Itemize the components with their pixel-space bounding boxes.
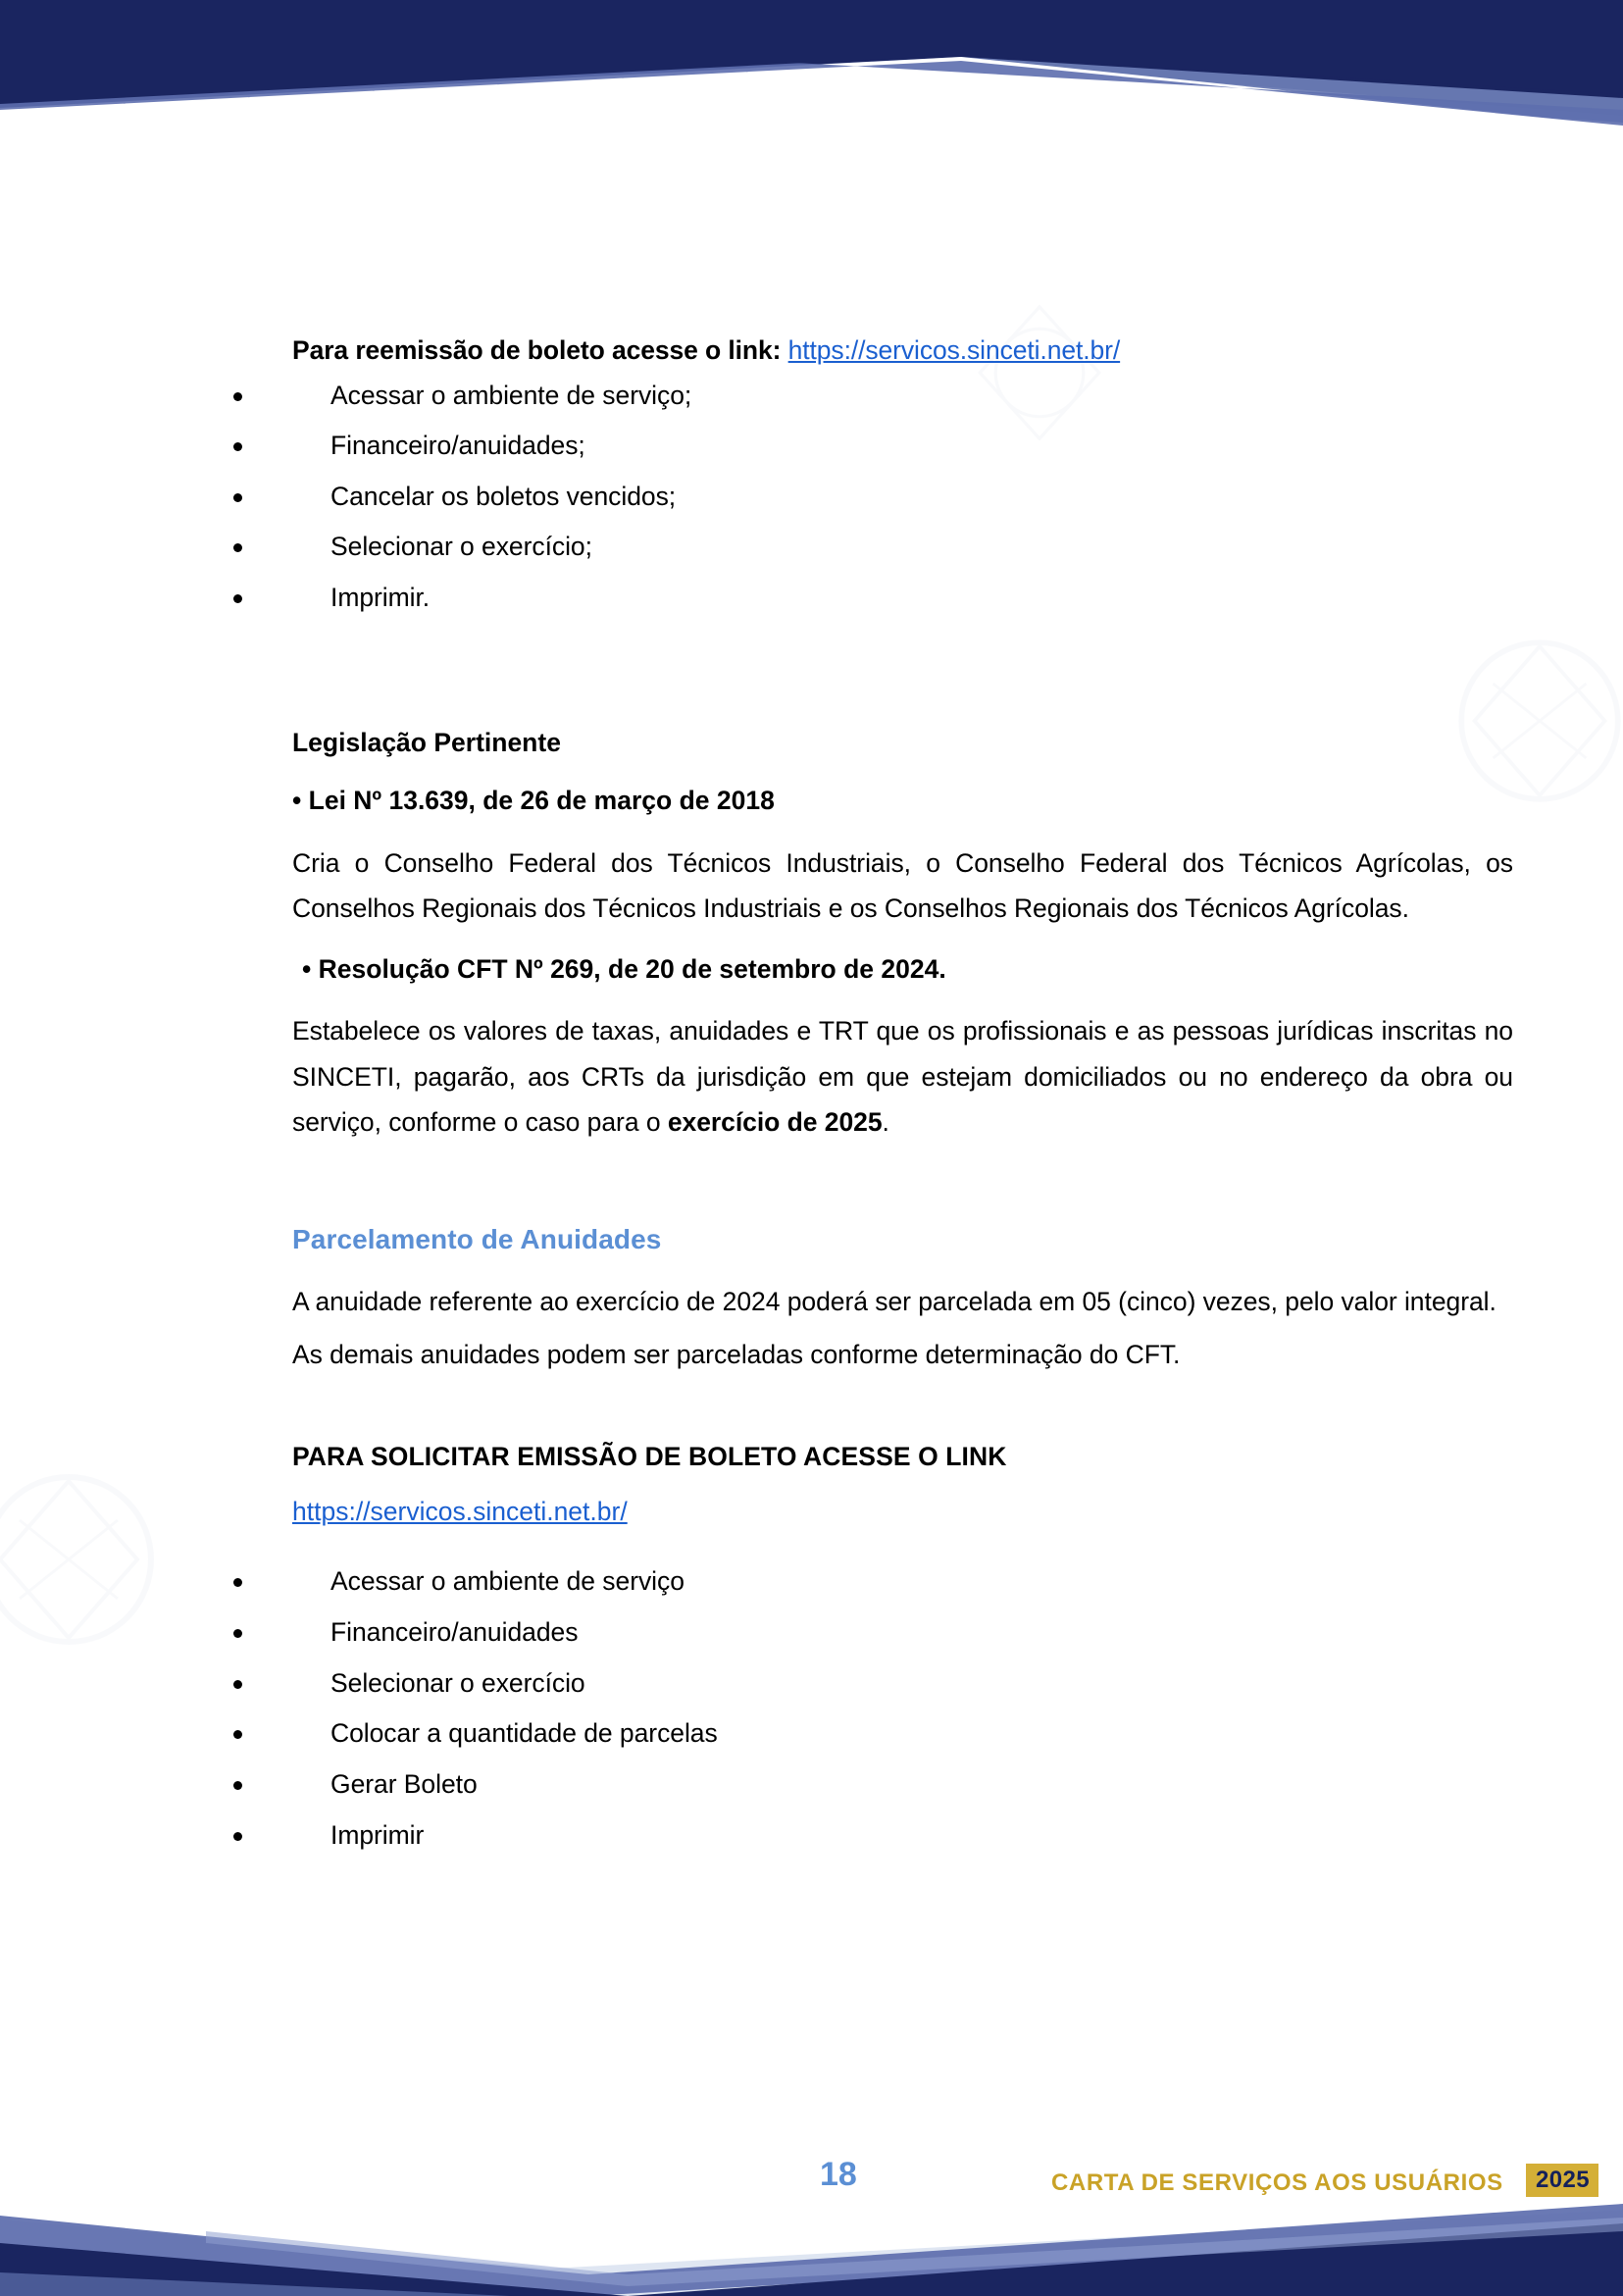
reissue-step-4: Imprimir. xyxy=(330,583,431,613)
installments-heading: Parcelamento de Anuidades xyxy=(292,1223,662,1254)
footer-title: CARTA DE SERVIÇOS AOS USUÁRIOS xyxy=(1051,2169,1503,2196)
list-item xyxy=(292,1818,1513,1854)
section-spacer xyxy=(292,1385,1513,1440)
list-item xyxy=(292,1564,1513,1600)
resolution-body-text: Estabelece os valores de taxas, anuidades e TRT que os profissionais e as pessoas jurídicas inscritas no SINCETI, pagarão, aos CRTs da jurisdição em que estejam domiciliados ou no endereço da obra ou serviço, conforme o caso para o xyxy=(292,1016,1513,1137)
reissue-step-list xyxy=(292,379,1513,616)
list-item xyxy=(292,480,1513,515)
page-number: 18 xyxy=(820,2156,857,2193)
law-title: • Lei Nº 13.639, de 26 de março de 2018 xyxy=(292,786,775,816)
footer-year-badge: 2025 xyxy=(1526,2164,1598,2197)
resolution-body-emphasis: exercício de 2025 xyxy=(667,1106,883,1137)
list-item xyxy=(292,530,1513,565)
issue-step-3: Colocar a quantidade de parcelas xyxy=(330,1718,718,1749)
installments-paragraph-2: As demais anuidades podem ser parceladas conforme determinação do CFT. xyxy=(292,1340,1181,1370)
resolution-title: • Resolução CFT Nº 269, de 20 de setembro de 2024. xyxy=(302,953,946,984)
issue-step-2: Selecionar o exercício xyxy=(330,1667,585,1698)
reissue-step-2: Cancelar os boletos vencidos; xyxy=(330,481,677,511)
list-item xyxy=(292,1615,1513,1651)
list-item xyxy=(292,581,1513,616)
issue-step-list xyxy=(292,1564,1513,1853)
installments-paragraph-1: A anuidade referente ao exercício de 2024 poderá ser parcelada em 05 (cinco) vezes, pelo valor integral. xyxy=(292,1287,1496,1317)
list-item xyxy=(292,1767,1513,1803)
section-spacer xyxy=(292,632,1513,726)
list-item xyxy=(292,1716,1513,1752)
reissue-step-3: Selecionar o exercício; xyxy=(330,532,592,562)
issue-step-1: Financeiro/anuidades xyxy=(330,1617,579,1648)
header-decoration xyxy=(0,0,1623,147)
issue-step-0: Acessar o ambiente de serviço xyxy=(330,1566,685,1597)
law-body: Cria o Conselho Federal dos Técnicos Industriais, o Conselho Federal dos Técnicos Agrícolas, os Conselhos Regionais dos Técnicos Industriais e os Conselhos Regionais dos Técnicos Agrícolas. xyxy=(292,847,1513,923)
list-item xyxy=(292,1666,1513,1702)
section-spacer xyxy=(292,1535,1513,1564)
issue-service-link[interactable]: https://servicos.sinceti.net.br/ xyxy=(292,1496,628,1526)
reissue-step-1: Financeiro/anuidades; xyxy=(330,431,585,461)
issue-step-4: Gerar Boleto xyxy=(330,1769,478,1800)
document-content xyxy=(292,333,1513,1868)
reissue-heading xyxy=(292,333,1513,369)
watermark-left xyxy=(0,1461,167,1658)
resolution-body xyxy=(292,1008,1513,1144)
legislation-heading: Legislação Pertinente xyxy=(292,727,561,757)
list-item xyxy=(292,379,1513,414)
reissue-heading-label: Para reemissão de boleto acesse o link: xyxy=(292,335,782,365)
issue-step-5: Imprimir xyxy=(330,1819,425,1850)
list-item xyxy=(292,429,1513,464)
section-spacer xyxy=(292,1166,1513,1221)
issue-heading: PARA SOLICITAR EMISSÃO DE BOLETO ACESSE O LINK xyxy=(292,1442,1007,1472)
reissue-step-0: Acessar o ambiente de serviço; xyxy=(330,380,692,410)
resolution-body-tail: . xyxy=(882,1106,889,1137)
reissue-service-link[interactable]: https://servicos.sinceti.net.br/ xyxy=(787,335,1121,365)
